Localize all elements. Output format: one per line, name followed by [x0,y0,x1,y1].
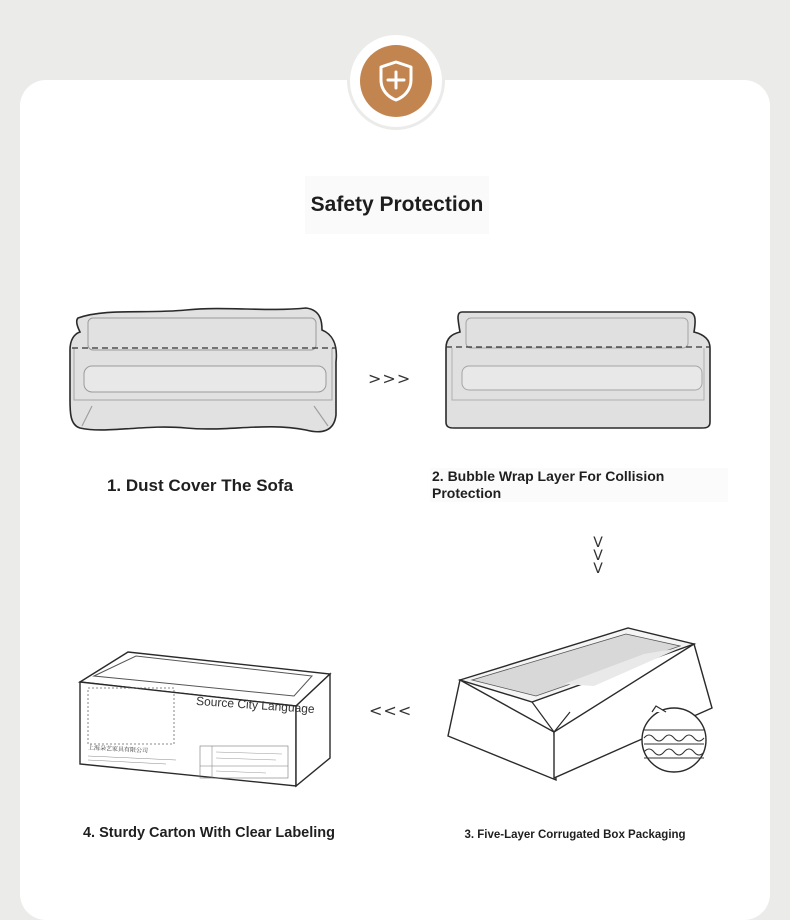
carton-company: 上海朵艺家具有限公司 [87,744,149,755]
corrugated-box-illustration [444,626,716,798]
shield-plus-icon [378,59,414,103]
arrow-left: <<< [369,701,413,720]
step-1-label: 1. Dust Cover The Sofa [106,476,294,495]
page-title: Safety Protection [305,176,489,234]
arrow-down [591,537,605,576]
bubble-wrapped-sofa-illustration [444,308,714,432]
carton-drawing [76,646,336,790]
carton-watermark: Source City Language [195,693,316,717]
dust-covered-sofa-illustration [66,300,342,440]
step-4-label: 4. Sturdy Carton With Clear Labeling [82,825,336,841]
step-3-label: 3. Five-Layer Corrugated Box Packaging [464,829,686,841]
sturdy-carton-illustration [76,646,336,790]
arrow-right: >>> [368,369,412,388]
arrow-down-2: V [593,548,603,564]
arrow-down-3: V [593,561,603,577]
arrow-down-1: V [593,535,603,551]
safety-badge [360,45,432,117]
step-2-label: 2. Bubble Wrap Layer For Collision Protection [430,468,728,502]
